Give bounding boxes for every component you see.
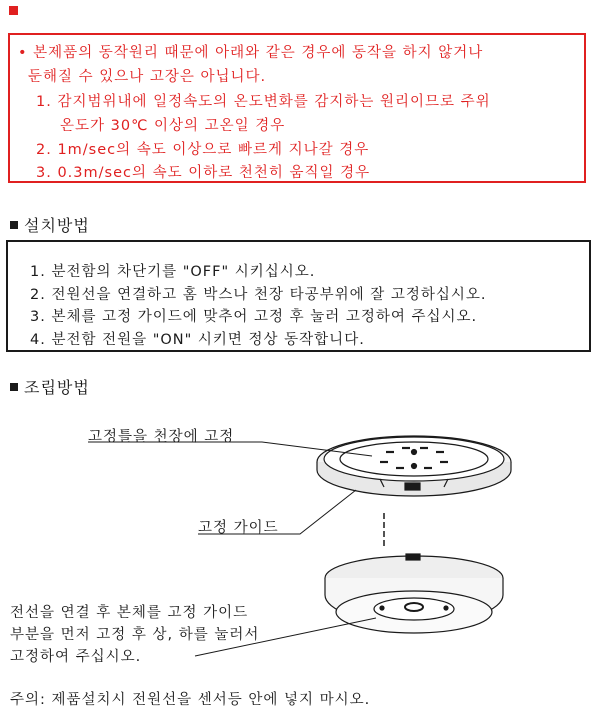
assembly-instruction-2: 부분을 먼저 고정 후 상, 하를 눌러서	[10, 627, 260, 643]
install-step-2: 2. 전원선을 연결하고 홈 박스나 천장 타공부위에 잘 고정하십시오.	[30, 287, 487, 303]
mounting-frame-illustration	[317, 436, 511, 496]
warning-line-1-text: 본제품의 동작원리 때문에 아래와 같은 경우에 동작을 하지 않거나	[33, 45, 484, 61]
assembly-instruction-3: 고정하여 주십시오.	[10, 649, 142, 665]
warning-case-2: 2. 1m/sec의 속도 이상으로 빠르게 지나갈 경우	[36, 142, 370, 158]
install-step-3: 3. 본체를 고정 가이드에 맞추어 고정 후 눌러 고정하여 주십시오.	[30, 309, 478, 325]
warning-case-1-cont: 온도가 30℃ 이상의 고온일 경우	[60, 118, 286, 134]
install-step-1: 1. 분전함의 차단기를 "OFF" 시키십시오.	[30, 264, 316, 280]
label-fixing-guide: 고정 가이드	[198, 520, 279, 536]
label-mounting-frame: 고정틀을 천장에 고정	[88, 429, 235, 445]
warning-case-1: 1. 감지범위내에 일정속도의 온도변화를 감지하는 원리이므로 주위	[36, 94, 491, 110]
assembly-instruction-1: 전선을 연결 후 본체를 고정 가이드	[10, 605, 249, 621]
warning-line-2: 둔해질 수 있으나 고장은 아닙니다.	[28, 69, 267, 85]
install-title: 설치방법	[24, 216, 90, 235]
warning-bullet: •	[18, 45, 28, 61]
warning-case-3: 3. 0.3m/sec의 속도 이하로 천천히 움직일 경우	[36, 165, 371, 181]
lamp-body-illustration	[325, 554, 503, 633]
caution-note: 주의: 제품설치시 전원선을 센서등 안에 넣지 마시오.	[10, 692, 371, 708]
assembly-title: 조립방법	[24, 378, 90, 397]
install-step-4: 4. 분전함 전원을 "ON" 시키면 정상 동작합니다.	[30, 332, 365, 348]
